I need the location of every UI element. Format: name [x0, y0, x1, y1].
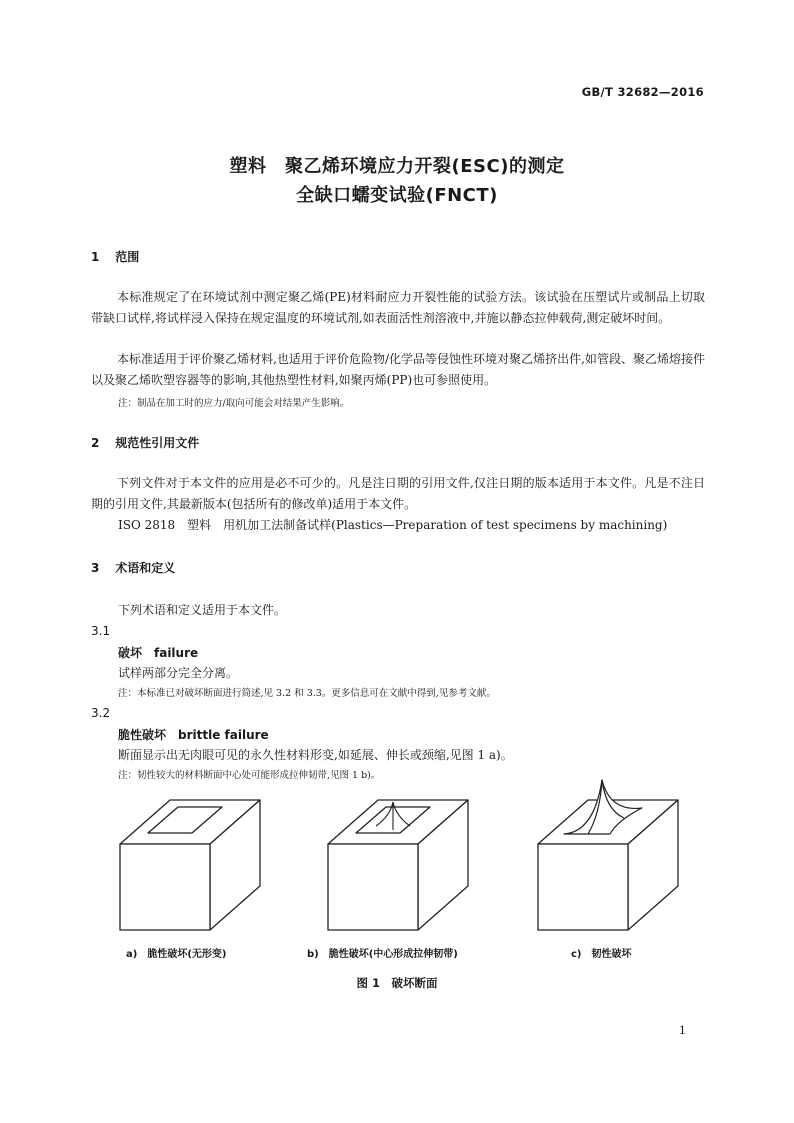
figure-1c-ductile-cube — [528, 775, 688, 940]
cube-front-face — [328, 844, 418, 930]
term-3-2-number: 3.2 — [91, 706, 111, 720]
figure-1a-brittle-cube — [110, 790, 270, 940]
term-3-1-note: 注：本标准已对破坏断面进行简述,见 3.2 和 3.3。更多信息可在文献中得到,见参考文献。 — [118, 688, 496, 699]
section-title: 规范性引用文件 — [115, 436, 200, 450]
term-3-1-title: 破坏 failure — [118, 646, 199, 660]
term-3-2-definition: 断面显示出无肉眼可见的永久性材料形变,如延展、伸长或颈缩,见图 1 a)。 — [118, 748, 513, 762]
document-title-line2: 全缺口蠕变试验(FNCT) — [296, 185, 498, 206]
section-title: 范围 — [115, 250, 140, 264]
scope-paragraph-1: 本标准规定了在环境试剂中测定聚乙烯(PE)材料耐应力开裂性能的试验方法。该试验在压塑试片或制品上切取带缺口试样,将试样浸入保持在规定温度的环境试剂,如表面活性剂溶液中,并施以静态拉伸载荷,测定破坏时间。 — [91, 290, 705, 325]
normative-reference: ISO 2818 塑料 用机加工法制备试样(Plastics—Preparation of test specimens by machining) — [118, 518, 668, 532]
term-3-2-title: 脆性破坏 brittle failure — [118, 728, 269, 742]
scope-note: 注：制品在加工时的应力/取向可能会对结果产生影响。 — [118, 398, 350, 409]
page-number: 1 — [679, 1024, 686, 1037]
standard-code: GB/T 32682—2016 — [581, 85, 704, 99]
term-3-1-number: 3.1 — [91, 624, 111, 638]
section-title: 术语和定义 — [115, 561, 176, 575]
figure-1c-caption: c) 韧性破坏 — [571, 949, 632, 960]
scope-paragraph-2: 本标准适用于评价聚乙烯材料,也适用于评价危险物/化学品等侵蚀性环境对聚乙烯挤出件,如管段、聚乙烯熔接件以及聚乙烯吹塑容器等的影响,其他热塑性材料,如聚丙烯(PP)也可参照使用。 — [91, 352, 705, 387]
term-3-1-definition: 试样两部分完全分离。 — [118, 666, 239, 680]
normative-paragraph: 下列文件对于本文件的应用是必不可少的。凡是注日期的引用文件,仅注日期的版本适用于本文件。凡是不注日期的引用文件,其最新版本(包括所有的修改单)适用于本文件。 — [91, 476, 705, 511]
section-number: 3 — [91, 561, 100, 575]
document-title-line1: 塑料 聚乙烯环境应力开裂(ESC)的测定 — [229, 156, 565, 177]
terms-intro: 下列术语和定义适用于本文件。 — [118, 603, 287, 617]
section-2-heading — [91, 434, 199, 451]
section-number: 2 — [91, 436, 100, 450]
figure-1b-ligament-cube — [318, 790, 478, 940]
figure-title: 图 1 破坏断面 — [356, 976, 438, 990]
section-1-heading — [91, 248, 139, 265]
cube-front-face — [538, 844, 628, 930]
figure-1a-caption: a) 脆性破坏(无形变) — [126, 949, 227, 960]
section-number: 1 — [91, 250, 100, 264]
figure-1b-caption: b) 脆性破坏(中心形成拉伸韧带) — [307, 949, 458, 960]
term-3-2-note: 注：韧性较大的材料断面中心处可能形成拉伸韧带,见图 1 b)。 — [118, 770, 381, 781]
section-3-heading — [91, 559, 175, 576]
cube-front-face — [120, 844, 210, 930]
